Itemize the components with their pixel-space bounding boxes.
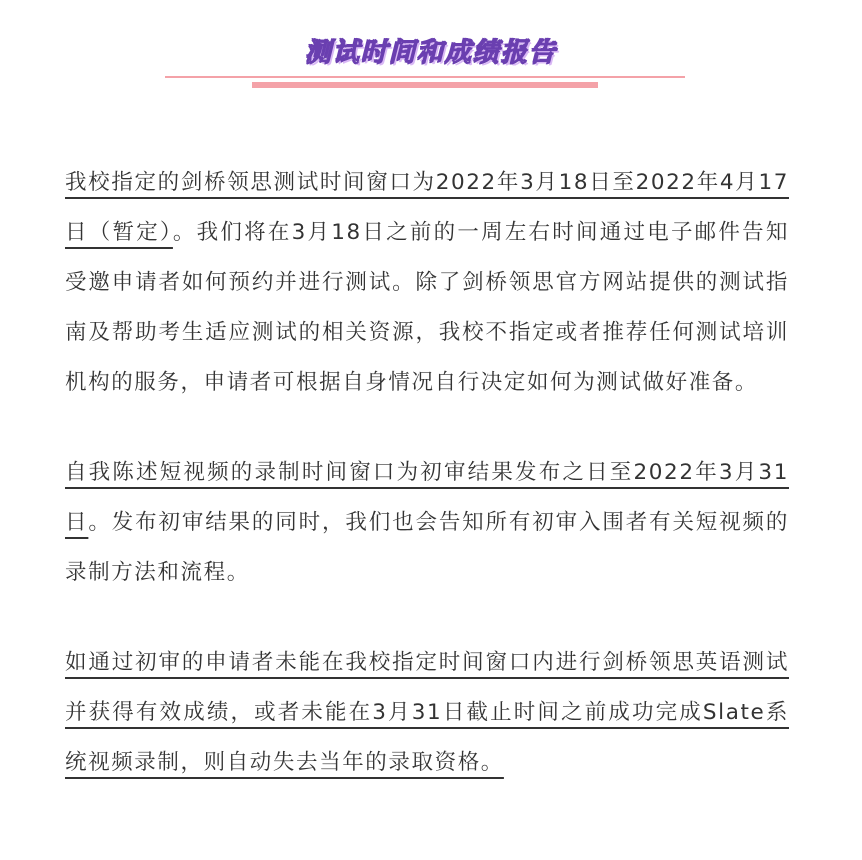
body-text: 。我们将在3月18日之前的一周左右时间通过电子邮件告知受邀申请者如何预约并进行测试。除了剑桥领思官方网站提供的测试指南及帮助考生适应测试的相关资源，我校不指定或者推荐任何测试培训机构的服务，申请者可根据自身情况自行决定如何为测试做好准备。 — [65, 220, 789, 395]
page-title: 测试时间和成绩报告 — [304, 38, 557, 68]
body-text: 。发布初审结果的同时，我们也会告知所有初审入围者有关短视频的录制方法和流程。 — [65, 510, 789, 585]
paragraph-disqualification — [65, 638, 789, 788]
title-banner — [0, 0, 862, 100]
article-body — [65, 158, 789, 788]
underlined-text: 自我陈述短视频的录制时间窗口为初审结果发布之日至2022年3月31日 — [65, 460, 789, 535]
paragraph-video-window — [65, 448, 789, 598]
title-divider-thin — [165, 76, 685, 78]
underlined-text: 我校指定的剑桥领思测试时间窗口为2022年3月18日至2022年4月17日（暂定） — [65, 170, 789, 245]
paragraph-test-window — [65, 158, 789, 408]
underlined-text: 如通过初审的申请者未能在我校指定时间窗口内进行剑桥领思英语测试并获得有效成绩，或者未能在3月31日截止时间之前成功完成Slate系统视频录制，则自动失去当年的录取资格。 — [65, 650, 789, 775]
title-divider-thick — [252, 82, 598, 88]
